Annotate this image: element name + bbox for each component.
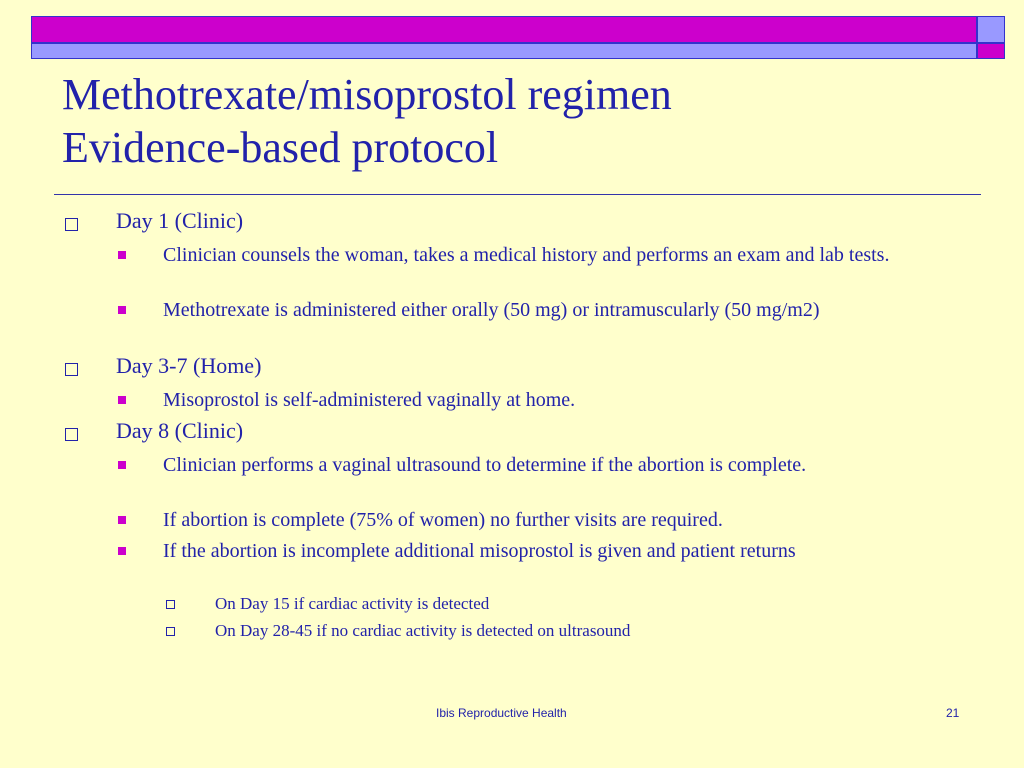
footer-organization: Ibis Reproductive Health [436, 706, 567, 720]
hollow-square-bullet-icon [65, 218, 78, 231]
slide-title-line2: Evidence-based protocol [62, 123, 499, 172]
solid-square-bullet-icon [118, 396, 126, 404]
footer-page-number: 21 [946, 706, 960, 720]
section-heading-day8: Day 8 (Clinic) [116, 418, 244, 443]
hollow-square-bullet-icon [166, 627, 175, 636]
point-day3-misoprostol: Misoprostol is self-administered vaginally at home. [163, 389, 576, 411]
point-day8-complete: If abortion is complete (75% of women) no further visits are required. [163, 509, 723, 531]
point-day1-counsel: Clinician counsels the woman, takes a medical history and performs an exam and lab tests. [163, 244, 890, 266]
slide-title-line1: Methotrexate/misoprostol regimen [62, 70, 672, 119]
solid-square-bullet-icon [118, 461, 126, 469]
point-day8-ultrasound: Clinician performs a vaginal ultrasound to determine if the abortion is complete. [163, 454, 807, 476]
solid-square-bullet-icon [118, 547, 126, 555]
subpoint-day28-45: On Day 28-45 if no cardiac activity is detected on ultrasound [215, 621, 631, 640]
solid-square-bullet-icon [118, 251, 126, 259]
solid-square-bullet-icon [118, 306, 126, 314]
hollow-square-bullet-icon [65, 428, 78, 441]
point-day1-methotrexate: Methotrexate is administered either orally (50 mg) or intramuscularly (50 mg/m2) [163, 299, 820, 321]
hollow-square-bullet-icon [166, 600, 175, 609]
section-heading-day1: Day 1 (Clinic) [116, 208, 244, 233]
hollow-square-bullet-icon [65, 363, 78, 376]
section-heading-day3-7: Day 3-7 (Home) [116, 353, 262, 378]
solid-square-bullet-icon [118, 516, 126, 524]
subpoint-day15: On Day 15 if cardiac activity is detected [215, 594, 490, 613]
point-day8-incomplete: If the abortion is incomplete additional misoprostol is given and patient returns [163, 540, 796, 562]
